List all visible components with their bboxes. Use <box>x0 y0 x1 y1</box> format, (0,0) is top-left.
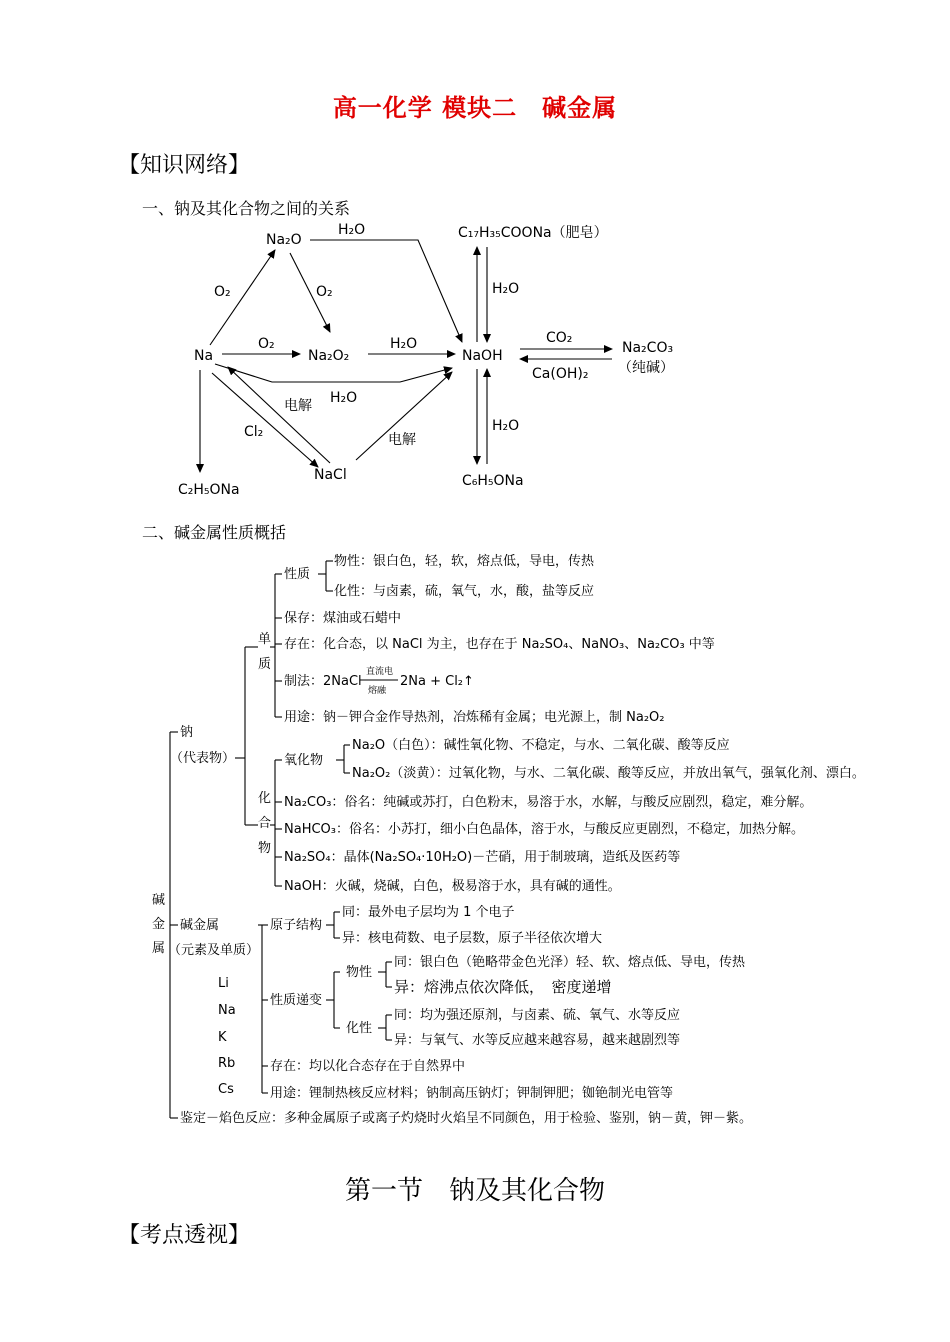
root-char-1: 碱 <box>152 893 166 908</box>
yanghuawu-label: 氧化物 <box>284 753 324 768</box>
node-chun-jian: （纯碱） <box>618 360 674 376</box>
naoh-desc: NaOH：火碱，烧碱，白色，极易溶于水，具有碱的通性。 <box>284 879 621 894</box>
root-char-3: 属 <box>152 941 166 956</box>
alkali-label: 碱金属 <box>180 918 220 933</box>
arrow-na-nacl <box>212 373 318 467</box>
section1-caption: 一、钠及其化合物之间的关系 <box>142 199 351 218</box>
element-cs: Cs <box>218 1082 234 1097</box>
root-char-2: 金 <box>152 917 166 932</box>
knowledge-network-header: 【知识网络】 <box>118 153 251 178</box>
yongtu-text: 用途：钠－钾合金作导热剂，冶炼稀有金属；电光源上，制 Na₂O₂ <box>284 710 665 725</box>
alkali-properties-tree <box>0 540 950 1140</box>
element-k: K <box>218 1030 227 1045</box>
wuxing2-yi: 异：熔沸点依次降低， 密度递增 <box>394 978 612 996</box>
na2co3-desc: Na₂CO₃：俗名：纯碱或苏打，白色粉末，易溶于水，水解，与酸反应剧烈，稳定，难分解。 <box>284 795 813 810</box>
danzhi-char-2: 质 <box>258 657 272 672</box>
label-dianjie-2: 电解 <box>388 432 416 448</box>
baocun-text: 保存：煤油或石蜡中 <box>284 611 402 626</box>
danzhi-char-1: 单 <box>258 632 272 647</box>
arrow-na2o-naoh <box>310 240 462 342</box>
yuanzi-label: 原子结构 <box>270 918 323 933</box>
jianding-text: 鉴定－焰色反应：多种金属原子或离子灼烧时火焰呈不同颜色，用于检验、鉴别，钠－黄，钾－紫。 <box>180 1111 753 1126</box>
element-na: Na <box>218 1003 236 1018</box>
wuxing-text: 物性：银白色，轻，软，熔点低，导电，传热 <box>334 554 595 569</box>
xingzhi-label: 性质 <box>284 567 311 582</box>
na2o-desc: Na₂O（白色）：碱性氧化物、不稳定，与水、二氧化碳、酸等反应 <box>352 738 730 753</box>
dibian-label: 性质递变 <box>270 993 323 1008</box>
label-co2: CO₂ <box>546 330 573 346</box>
wuxing2-tong: 同：银白色（铯略带金色光泽）轻、软、熔点低、导电，传热 <box>394 955 746 970</box>
yuanzi-tong: 同：最外电子层均为 1 个电子 <box>342 905 515 920</box>
node-nacl: NaCl <box>314 467 347 483</box>
arrow-na-naoh <box>215 364 452 382</box>
huaxing2-label: 化性 <box>346 1021 373 1036</box>
arrow-nacl-na <box>228 367 330 463</box>
na-sub-label: （代表物） <box>170 751 236 766</box>
cunzai-text: 存在：化合态，以 NaCl 为主，也存在于 Na₂SO₄、NaNO₃、Na₂CO₃ 中等 <box>284 637 715 652</box>
na-label: 钠 <box>180 725 194 740</box>
zhifa-equation <box>284 665 474 696</box>
node-soap: C₁₇H₃₅COONa（肥皂） <box>458 225 608 241</box>
label-dianjie-1: 电解 <box>284 398 312 414</box>
label-h2o-2: H₂O <box>390 336 418 352</box>
huahewu-char-3: 物 <box>258 841 272 856</box>
zhifa-condition-bottom: 熔融 <box>368 686 387 696</box>
yongtu2-text: 用途：锂制热核反应材料；钠制高压钠灯；钾制钾肥；铷铯制光电管等 <box>270 1086 674 1101</box>
huahewu-char-2: 合 <box>258 816 272 831</box>
label-caoh2: Ca(OH)₂ <box>532 366 589 382</box>
label-o2-1: O₂ <box>214 284 231 300</box>
alkali-sub-label: （元素及单质） <box>168 943 260 958</box>
exam-focus-header: 【考点透视】 <box>118 1223 251 1248</box>
zhifa-condition-top: 直流电 <box>366 667 394 677</box>
label-o2-3: O₂ <box>258 336 275 352</box>
label-h2o-3: H₂O <box>330 390 358 406</box>
huaxing2-yi: 异：与氧气、水等反应越来越容易，越来越剧烈等 <box>394 1033 681 1048</box>
zhifa-prefix: 制法：2NaCl <box>284 674 362 689</box>
huaxing2-tong: 同：均为强还原剂，与卤素、硫、氧气、水等反应 <box>394 1008 681 1023</box>
label-cl2: Cl₂ <box>244 424 264 440</box>
root-label <box>152 893 165 956</box>
nahco3-desc: NaHCO₃：俗名：小苏打，细小白色晶体，溶于水，与酸反应更剧烈，不稳定，加热分解。 <box>284 822 804 837</box>
page-title: 高一化学 模块二 碱金属 <box>332 94 618 122</box>
element-rb: Rb <box>218 1056 236 1071</box>
node-c2h5ona: C₂H₅ONa <box>178 482 240 498</box>
label-h2o-soap: H₂O <box>492 281 520 297</box>
node-na2o2: Na₂O₂ <box>308 348 350 364</box>
label-h2o-phenol: H₂O <box>492 418 520 434</box>
node-naoh: NaOH <box>462 348 503 364</box>
element-li: Li <box>218 976 229 991</box>
huaxing-text: 化性：与卤素，硫，氧气，水，酸，盐等反应 <box>334 584 595 599</box>
node-na2o: Na₂O <box>266 232 302 248</box>
sodium-relation-diagram <box>0 0 950 520</box>
node-c6h5ona: C₆H₅ONa <box>462 473 524 489</box>
node-na: Na <box>194 348 214 364</box>
zhifa-suffix: 2Na + Cl₂↑ <box>400 674 474 689</box>
label-h2o-1: H₂O <box>338 222 366 238</box>
huahewu-char-1: 化 <box>258 791 272 806</box>
cunzai2-text: 存在：均以化合态存在于自然界中 <box>270 1059 466 1074</box>
yuanzi-yi: 异：核电荷数、电子层数，原子半径依次增大 <box>342 931 603 946</box>
wuxing2-label: 物性 <box>346 965 373 980</box>
na2so4-desc: Na₂SO₄：晶体(Na₂SO₄·10H₂O)－芒硝，用于制玻璃，造纸及医药等 <box>284 850 681 865</box>
node-na2co3: Na₂CO₃ <box>622 340 674 356</box>
na2o2-desc: Na₂O₂（淡黄）：过氧化物，与水、二氧化碳、酸等反应，并放出氧气，强氧化剂、漂白。 <box>352 766 865 781</box>
section2-caption: 二、碱金属性质概括 <box>142 523 287 542</box>
label-o2-2: O₂ <box>316 284 333 300</box>
section-heading: 第一节 钠及其化合物 <box>344 1176 605 1206</box>
